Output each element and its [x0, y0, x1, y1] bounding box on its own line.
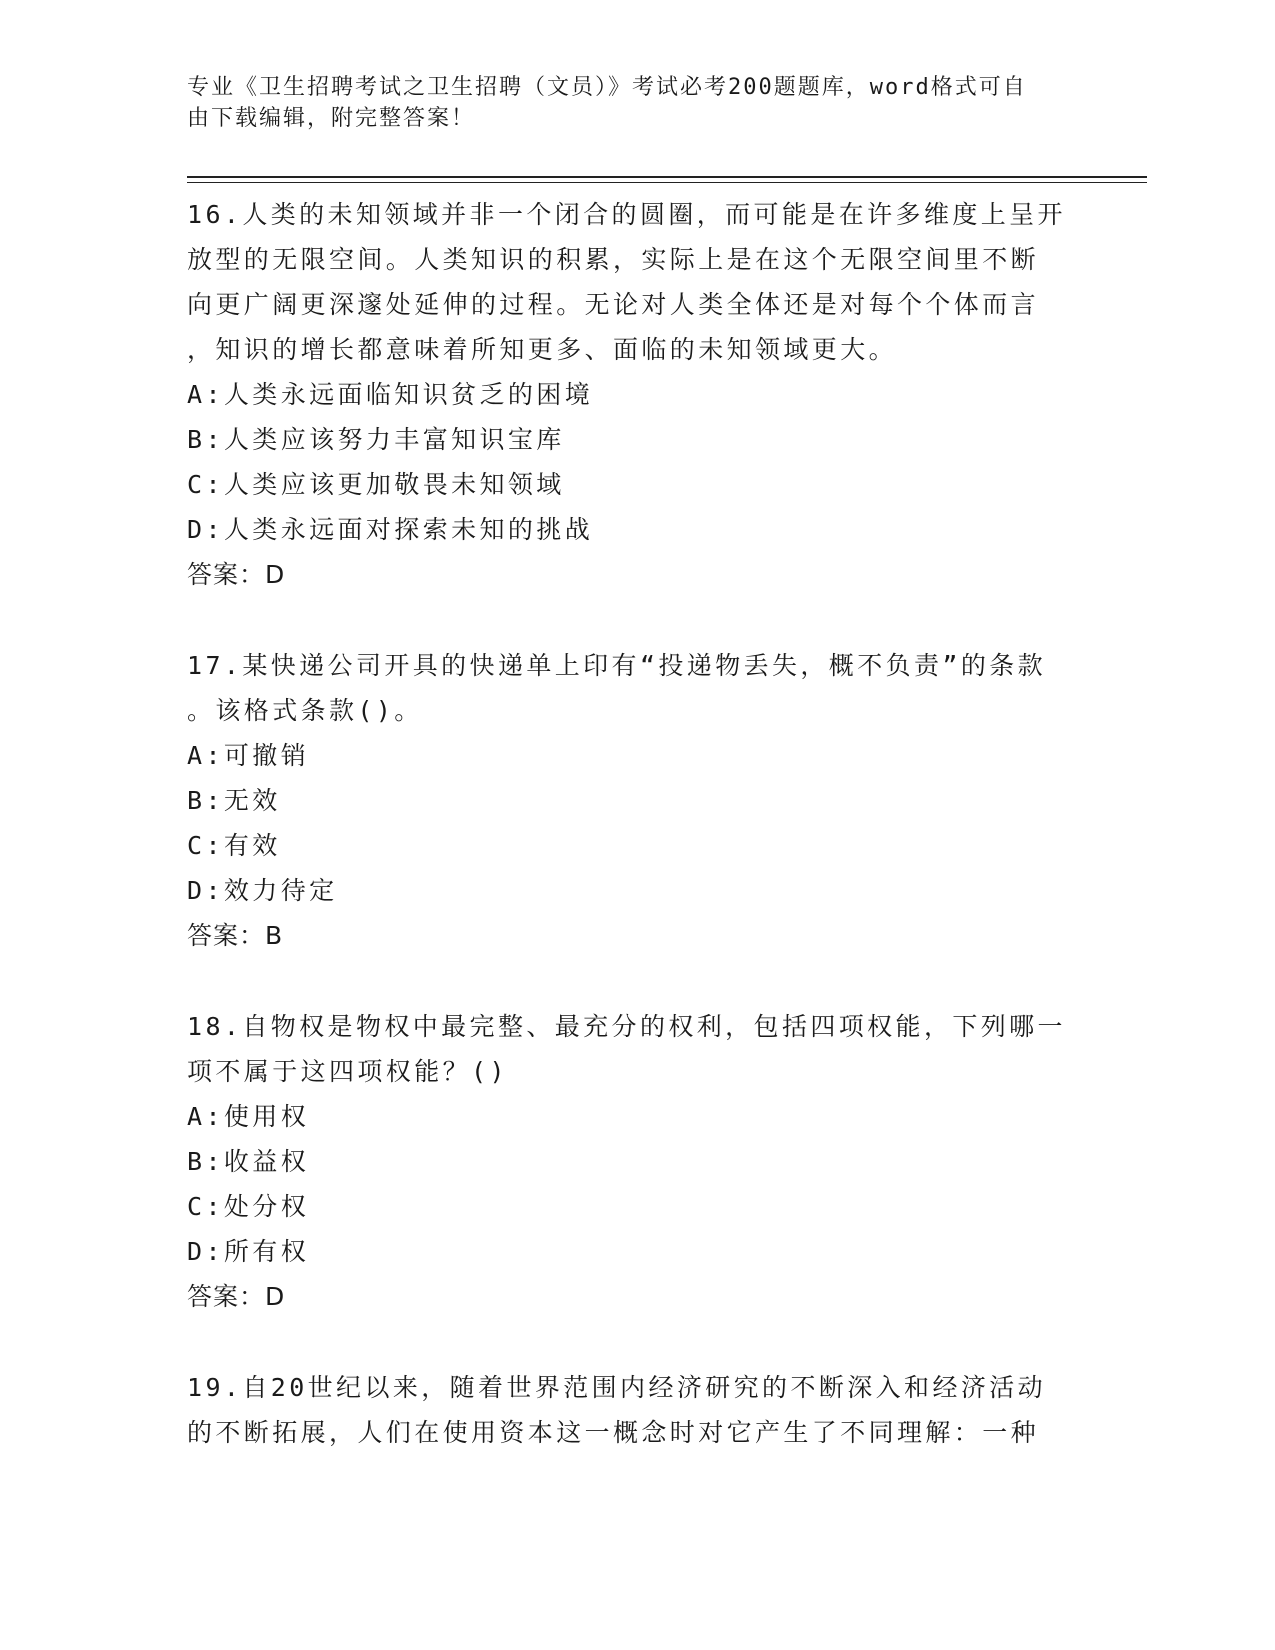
question-list: [187, 192, 1087, 1455]
spacer: [187, 958, 1087, 1004]
question-19: [187, 1365, 1087, 1455]
question-stem-line: 17.某快递公司开具的快递单上印有“投递物丢失，概不负责”的条款: [187, 651, 1047, 680]
header-line-1: 专业《卫生招聘考试之卫生招聘（文员）》考试必考200题题库，word格式可自: [187, 75, 1027, 100]
question-stem-line: 18.自物权是物权中最完整、最充分的权利，包括四项权能，下列哪一: [187, 1012, 1066, 1041]
question-stem-line: 16.人类的未知领域并非一个闭合的圆圈，而可能是在许多维度上呈开: [187, 200, 1066, 229]
answer-line: 答案：D: [187, 1282, 286, 1311]
header-divider-thin: [187, 182, 1147, 183]
option-d: D:所有权: [187, 1237, 310, 1266]
question-stem-line: 向更广阔更深邃处延伸的过程。无论对人类全体还是对每个个体而言: [187, 290, 1040, 319]
question-stem-line: 的不断拓展，人们在使用资本这一概念时对它产生了不同理解：一种: [187, 1418, 1040, 1447]
question-stem-line: ，知识的增长都意味着所知更多、面临的未知领域更大。: [187, 335, 898, 364]
option-b: B:收益权: [187, 1147, 310, 1176]
question-stem-line: 项不属于这四项权能？(): [187, 1057, 508, 1086]
answer-line: 答案：D: [187, 560, 286, 589]
option-a: A:可撤销: [187, 741, 310, 770]
header-line-2: 由下载编辑，附完整答案！: [187, 106, 476, 131]
option-b: B:无效: [187, 786, 281, 815]
question-16: [187, 192, 1087, 597]
option-a: A:使用权: [187, 1102, 310, 1131]
question-stem-line: 19.自20世纪以来，随着世界范围内经济研究的不断深入和经济活动: [187, 1373, 1047, 1402]
question-18: [187, 1004, 1087, 1319]
option-c: C:人类应该更加敬畏未知领域: [187, 470, 565, 499]
answer-line: 答案：B: [187, 921, 284, 950]
spacer: [187, 597, 1087, 643]
header-divider-thick: [187, 176, 1147, 178]
option-a: A:人类永远面临知识贫乏的困境: [187, 380, 594, 409]
spacer: [187, 1319, 1087, 1365]
option-c: C:有效: [187, 831, 281, 860]
document-header: [187, 72, 1067, 134]
question-17: [187, 643, 1087, 958]
option-d: D:人类永远面对探索未知的挑战: [187, 515, 594, 544]
option-c: C:处分权: [187, 1192, 310, 1221]
question-stem-line: 放型的无限空间。人类知识的积累，实际上是在这个无限空间里不断: [187, 245, 1040, 274]
question-stem-line: 。该格式条款()。: [187, 696, 423, 725]
option-d: D:效力待定: [187, 876, 338, 905]
option-b: B:人类应该努力丰富知识宝库: [187, 425, 565, 454]
